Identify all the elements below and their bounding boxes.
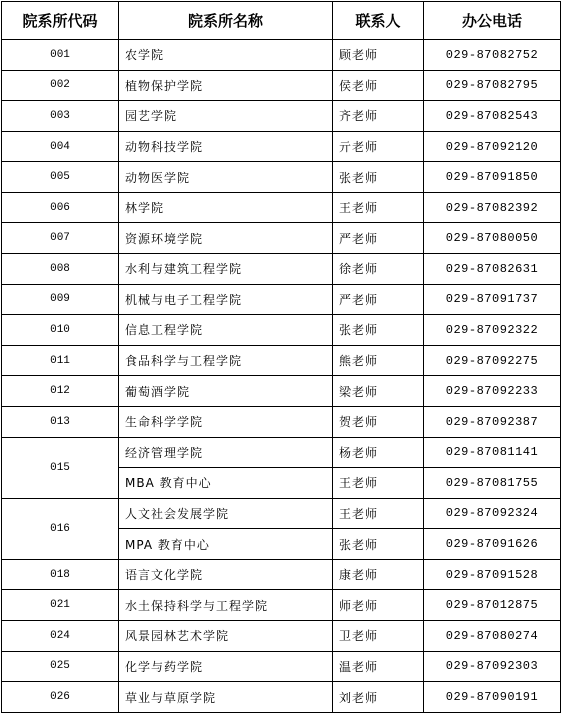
dept-name: 园艺学院 [119,101,333,132]
dept-code: 026 [2,682,119,713]
table-row [2,406,561,437]
office-phone: 029-87012875 [424,590,561,621]
table-row [2,590,561,621]
office-phone: 029-87082392 [424,192,561,223]
office-phone: 029-87082631 [424,254,561,285]
dept-name: 语言文化学院 [119,559,333,590]
dept-name: 农学院 [119,40,333,71]
contact-table [1,1,561,713]
dept-name: 人文社会发展学院 [119,498,333,529]
contact-person: 顾老师 [333,40,424,71]
table-row [2,192,561,223]
dept-name: 葡萄酒学院 [119,376,333,407]
dept-code: 011 [2,345,119,376]
office-phone: 029-87092303 [424,651,561,682]
dept-code: 003 [2,101,119,132]
office-phone: 029-87082795 [424,70,561,101]
office-phone: 029-87092324 [424,498,561,529]
dept-code: 009 [2,284,119,315]
dept-name: 机械与电子工程学院 [119,284,333,315]
dept-code: 002 [2,70,119,101]
contact-person: 杨老师 [333,437,424,468]
office-phone: 029-87091528 [424,559,561,590]
dept-name: 化学与药学院 [119,651,333,682]
office-phone: 029-87080274 [424,620,561,651]
contact-person: 张老师 [333,315,424,346]
dept-name: 草业与草原学院 [119,682,333,713]
dept-name: 动物科技学院 [119,131,333,162]
dept-code: 001 [2,40,119,71]
dept-code: 025 [2,651,119,682]
office-phone: 029-87081755 [424,468,561,499]
table-row [2,315,561,346]
table-row [2,70,561,101]
contact-person: 梁老师 [333,376,424,407]
office-phone: 029-87092233 [424,376,561,407]
contact-person: 卫老师 [333,620,424,651]
office-phone: 029-87091850 [424,162,561,193]
dept-name: 动物医学院 [119,162,333,193]
office-phone: 029-87092322 [424,315,561,346]
contact-person: 齐老师 [333,101,424,132]
office-phone: 029-87092120 [424,131,561,162]
dept-name: MPA 教育中心 [119,529,333,560]
contact-person: 温老师 [333,651,424,682]
table-row [2,162,561,193]
office-phone: 029-87082543 [424,101,561,132]
dept-name: 植物保护学院 [119,70,333,101]
table-row [2,376,561,407]
table-row [2,40,561,71]
dept-code: 006 [2,192,119,223]
table-row [2,254,561,285]
dept-code: 015 [2,437,119,498]
dept-name: 风景园林艺术学院 [119,620,333,651]
dept-code: 004 [2,131,119,162]
dept-code: 018 [2,559,119,590]
contact-person: 严老师 [333,284,424,315]
office-phone: 029-87092387 [424,406,561,437]
header-row [2,2,561,40]
header-phone: 办公电话 [424,2,561,40]
header-contact: 联系人 [333,2,424,40]
dept-name: 林学院 [119,192,333,223]
dept-code: 005 [2,162,119,193]
table-row [2,682,561,713]
dept-code: 024 [2,620,119,651]
table-row [2,620,561,651]
dept-code: 007 [2,223,119,254]
dept-code: 012 [2,376,119,407]
contact-person: 张老师 [333,529,424,560]
table-row [2,437,561,468]
table-row [2,651,561,682]
dept-code: 016 [2,498,119,559]
dept-code: 010 [2,315,119,346]
contact-person: 康老师 [333,559,424,590]
header-code: 院系所代码 [2,2,119,40]
dept-name: 食品科学与工程学院 [119,345,333,376]
contact-person: 张老师 [333,162,424,193]
dept-name: 生命科学学院 [119,406,333,437]
table-body [2,40,561,713]
dept-code: 013 [2,406,119,437]
office-phone: 029-87091626 [424,529,561,560]
dept-name: 经济管理学院 [119,437,333,468]
office-phone: 029-87091737 [424,284,561,315]
header-name: 院系所名称 [119,2,333,40]
contact-person: 王老师 [333,498,424,529]
dept-code: 021 [2,590,119,621]
table-row [2,498,561,529]
contact-person: 亓老师 [333,131,424,162]
dept-code: 008 [2,254,119,285]
contact-person: 熊老师 [333,345,424,376]
dept-name: 资源环境学院 [119,223,333,254]
contact-person: 刘老师 [333,682,424,713]
office-phone: 029-87092275 [424,345,561,376]
contact-person: 严老师 [333,223,424,254]
dept-name: 水利与建筑工程学院 [119,254,333,285]
contact-person: 王老师 [333,468,424,499]
dept-name: 水土保持科学与工程学院 [119,590,333,621]
table-row [2,223,561,254]
dept-name: 信息工程学院 [119,315,333,346]
office-phone: 029-87081141 [424,437,561,468]
contact-person: 徐老师 [333,254,424,285]
table-row [2,345,561,376]
dept-name: MBA 教育中心 [119,468,333,499]
office-phone: 029-87090191 [424,682,561,713]
contact-person: 贺老师 [333,406,424,437]
table-row [2,131,561,162]
table-row [2,284,561,315]
office-phone: 029-87082752 [424,40,561,71]
table-row [2,101,561,132]
contact-person: 师老师 [333,590,424,621]
contact-person: 侯老师 [333,70,424,101]
table-row [2,559,561,590]
office-phone: 029-87080050 [424,223,561,254]
contact-person: 王老师 [333,192,424,223]
